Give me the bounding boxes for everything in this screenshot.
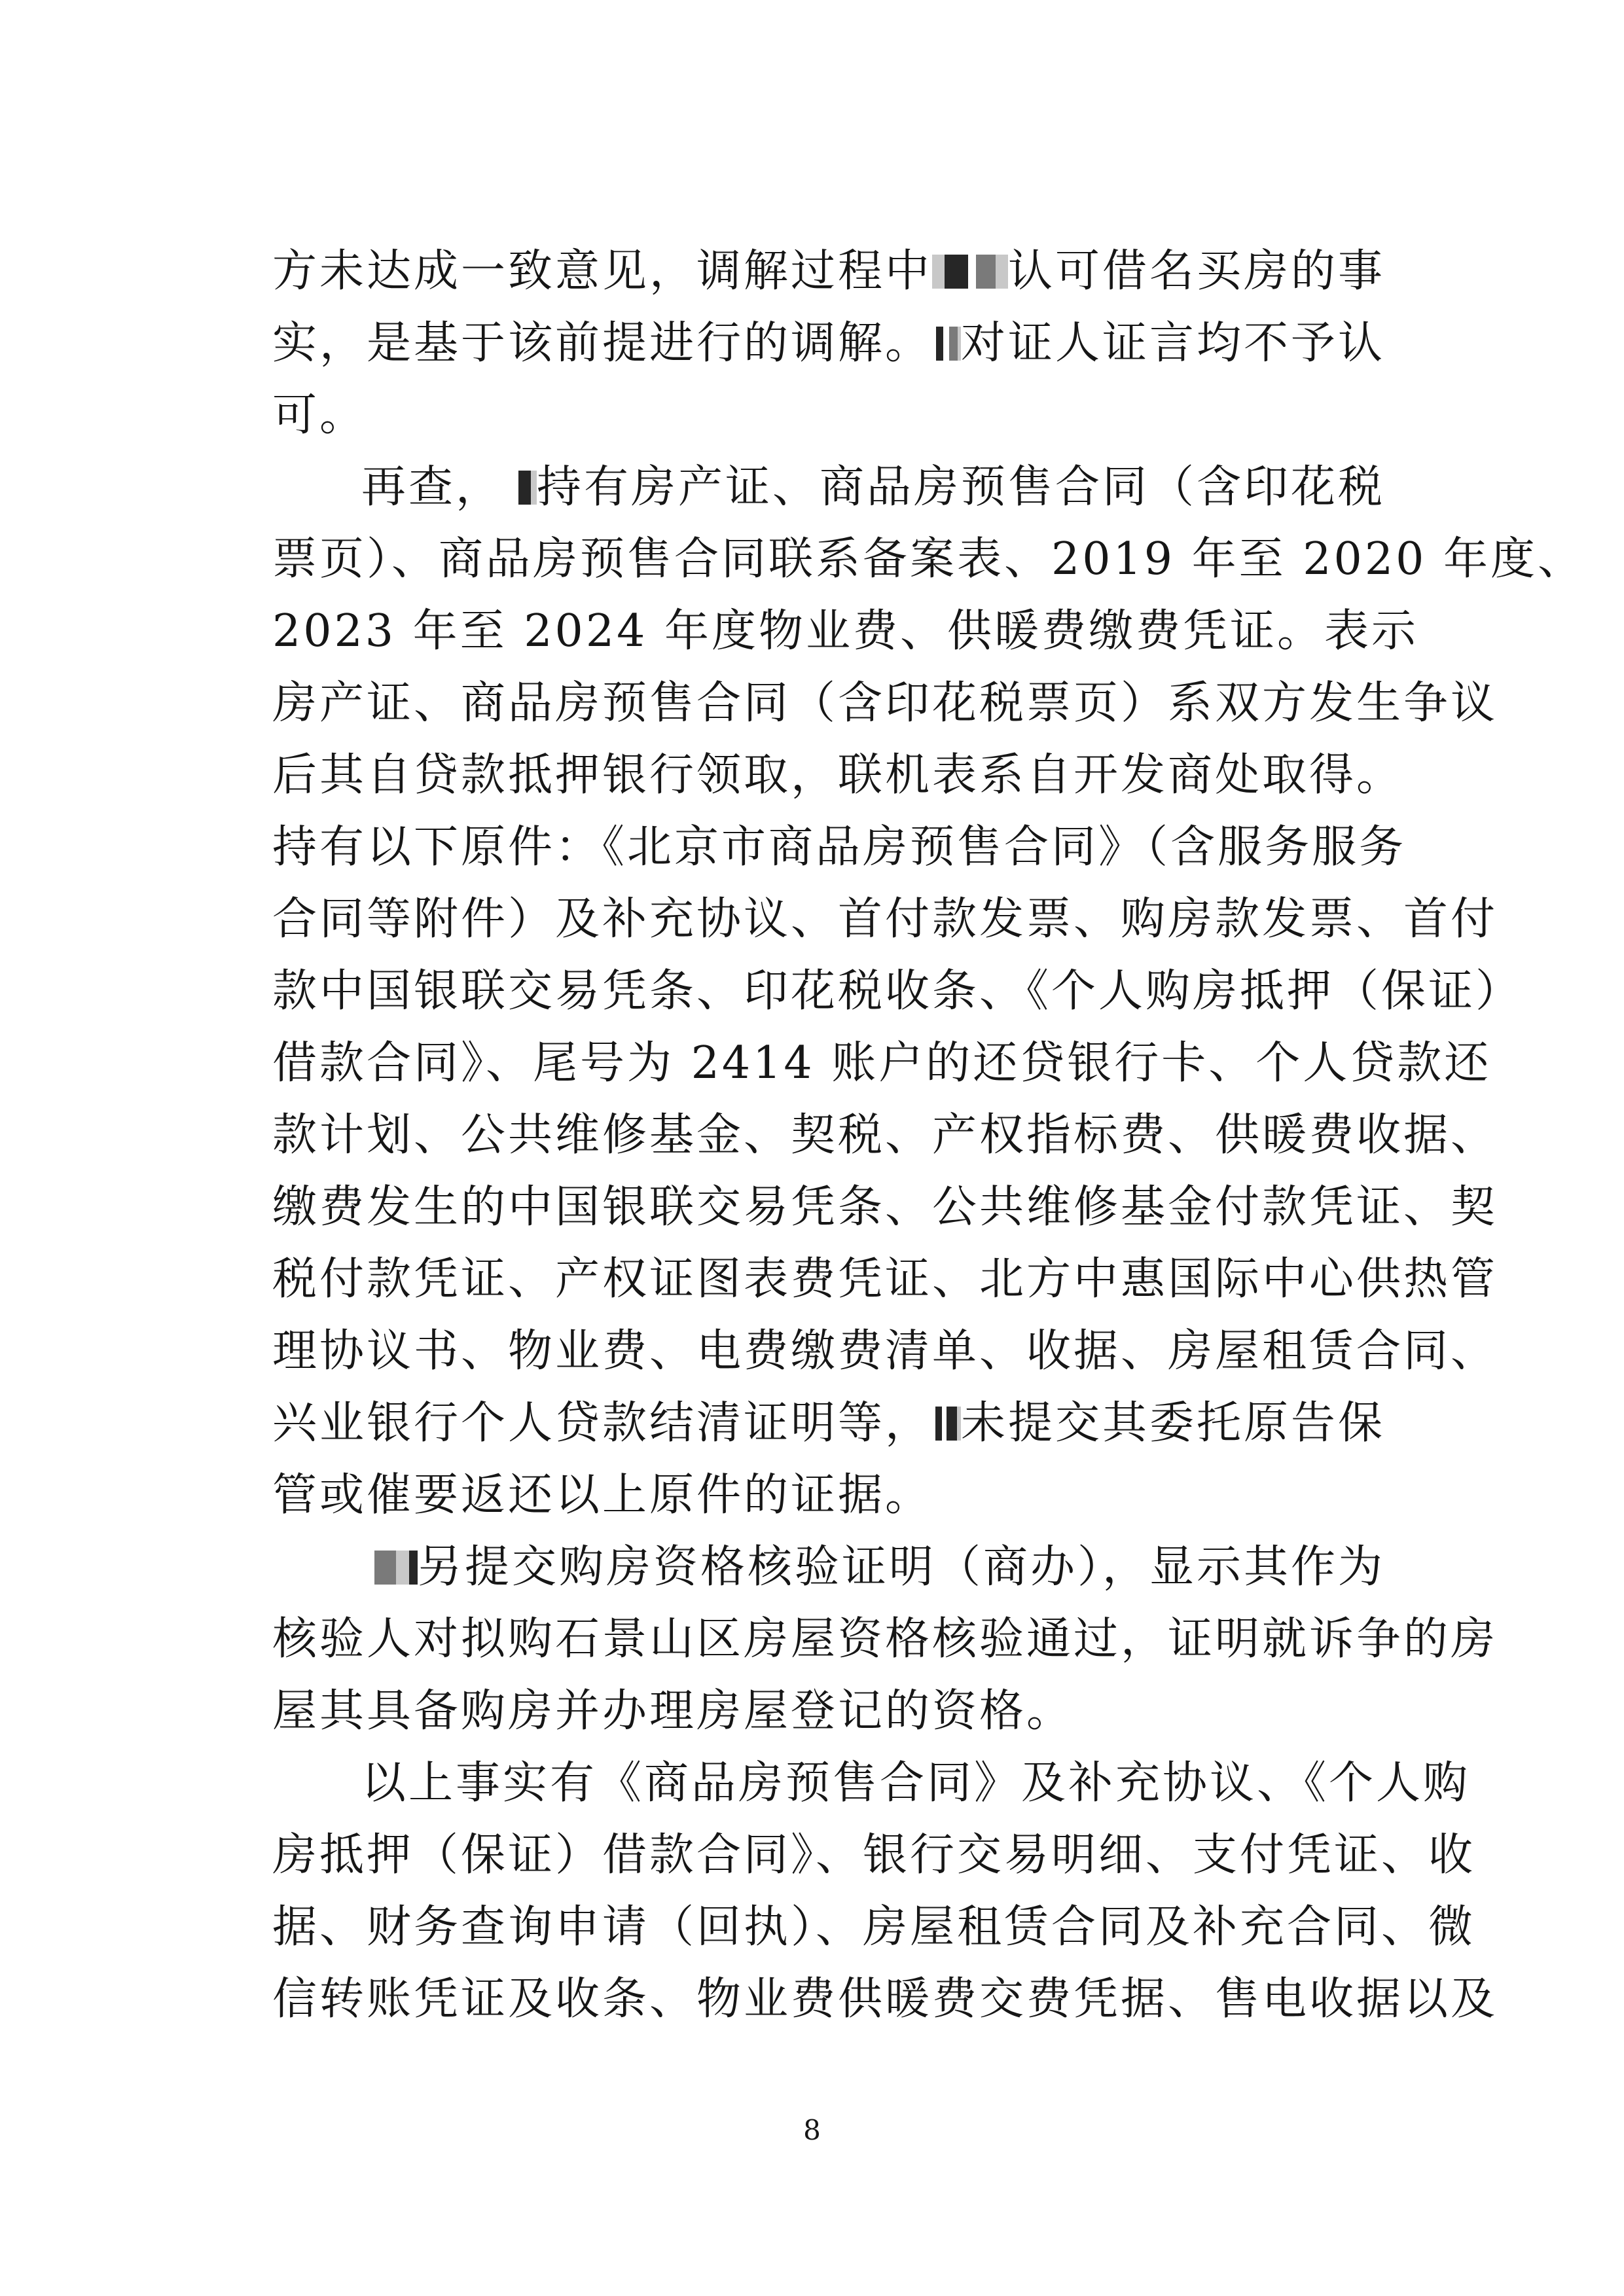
redaction-mark [976,255,996,289]
redaction-mark [409,1551,418,1585]
line-text: 屋其具备购房并办理房屋登记的资格。 [272,1685,1074,1737]
text-line-24 [272,1892,1476,1964]
redaction-mark [935,1407,942,1441]
text-line-7 [272,668,1498,740]
page-number: 8 [803,2114,821,2146]
text-line-19 [374,1532,1385,1604]
redaction-mark [947,1407,957,1441]
line-text: 据、财务查询申请（回执）、房屋租赁合同及补充合同、微 [272,1901,1476,1953]
line-text: 后其自贷款抵押银行领取，联机表系自开发商处取得。 [272,749,1404,801]
line-text: 可。 [272,389,367,441]
text-line-3 [272,380,1385,452]
line-text: 未提交其委托原告保 [960,1397,1385,1449]
text-line-13 [272,1100,1498,1172]
line-text: 信转账凭证及收条、物业费供暖费交费凭据、售电收据以及 [272,1973,1498,2025]
line-text: 核验人对拟购石景山区房屋资格核验通过，证明就诉争的房 [272,1613,1498,1665]
line-text: 款计划、公共维修基金、契税、产权指标费、供暖费收据、 [272,1109,1498,1161]
text-line-2 [272,308,1385,380]
text-line-15 [272,1244,1498,1316]
line-text: 实，是基于该前提进行的调解。 [272,317,933,369]
redaction-mark [518,471,531,505]
redaction-mark [396,1551,409,1585]
line-text: 再查， [361,461,503,513]
text-line-18 [272,1460,1385,1532]
line-text: 另提交购房资格核验证明（商办），显示其作为 [417,1541,1385,1593]
redaction-mark [996,255,1008,289]
line-text: 对证人证言均不予认 [961,317,1386,369]
line-text: 税付款凭证、产权证图表费凭证、北方中惠国际中心供热管 [272,1253,1498,1305]
text-line-17 [272,1388,1385,1460]
line-text: 款中国银联交易凭条、印花税收条、《个人购房抵押（保证） [272,965,1523,1017]
line-text: 借款合同》、尾号为 2414 账户的还贷银行卡、个人贷款还 [272,1037,1492,1089]
line-text: 理协议书、物业费、电费缴费清单、收据、房屋租赁合同、 [272,1325,1498,1377]
line-text: 房抵押（保证）借款合同》、银行交易明细、支付凭证、收 [272,1829,1476,1881]
text-line-21 [272,1676,1385,1748]
line-text: 房产证、商品房预售合同（含印花税票页）系双方发生争议 [272,677,1498,729]
line-text: 票页）、商品房预售合同联系备案表、2019 年至 2020 年度、 [272,533,1585,585]
line-text: 认可借名买房的事 [1007,245,1385,297]
text-line-5 [272,524,1585,596]
redaction-mark [945,255,969,289]
text-line-9 [272,812,1407,884]
line-text: 以上事实有《商品房预售合同》及补充协议、《个人购 [361,1757,1471,1809]
line-text: 表示 [1324,605,1418,657]
redaction-mark [949,327,958,361]
line-text: 管或催要返还以上原件的证据。 [272,1469,933,1521]
line-text: 合同等附件）及补充协议、首付款发票、购房款发票、首付 [272,893,1498,945]
text-line-22 [361,1748,1471,1820]
text-line-16 [272,1316,1498,1388]
line-text: 缴费发生的中国银联交易凭条、公共维修基金付款凭证、契 [272,1181,1498,1233]
line-text: 方未达成一致意见，调解过程中 [272,245,933,297]
text-line-23 [272,1820,1476,1892]
line-text: 持有以下原件：《北京市商品房预售合同》（含服务服务 [272,821,1407,873]
text-line-6 [272,596,1418,668]
redaction-mark [936,327,943,361]
text-line-4 [361,452,1385,524]
line-text: 2023 年至 2024 年度物业费、供暖费缴费凭证。 [272,605,1324,657]
line-text: 兴业银行个人贷款结清证明等， [272,1397,933,1449]
text-line-25 [272,1964,1498,2036]
line-text: 持有房产证、商品房预售合同（含印花税 [536,461,1385,513]
text-line-11 [272,956,1523,1028]
redaction-mark [374,1551,396,1585]
text-line-1 [272,236,1385,308]
text-line-20 [272,1604,1498,1676]
text-line-8 [272,740,1404,812]
redaction-mark [932,255,945,289]
text-line-12 [272,1028,1492,1100]
text-line-14 [272,1172,1498,1244]
redaction-mark [531,471,537,505]
text-line-10 [272,884,1498,956]
